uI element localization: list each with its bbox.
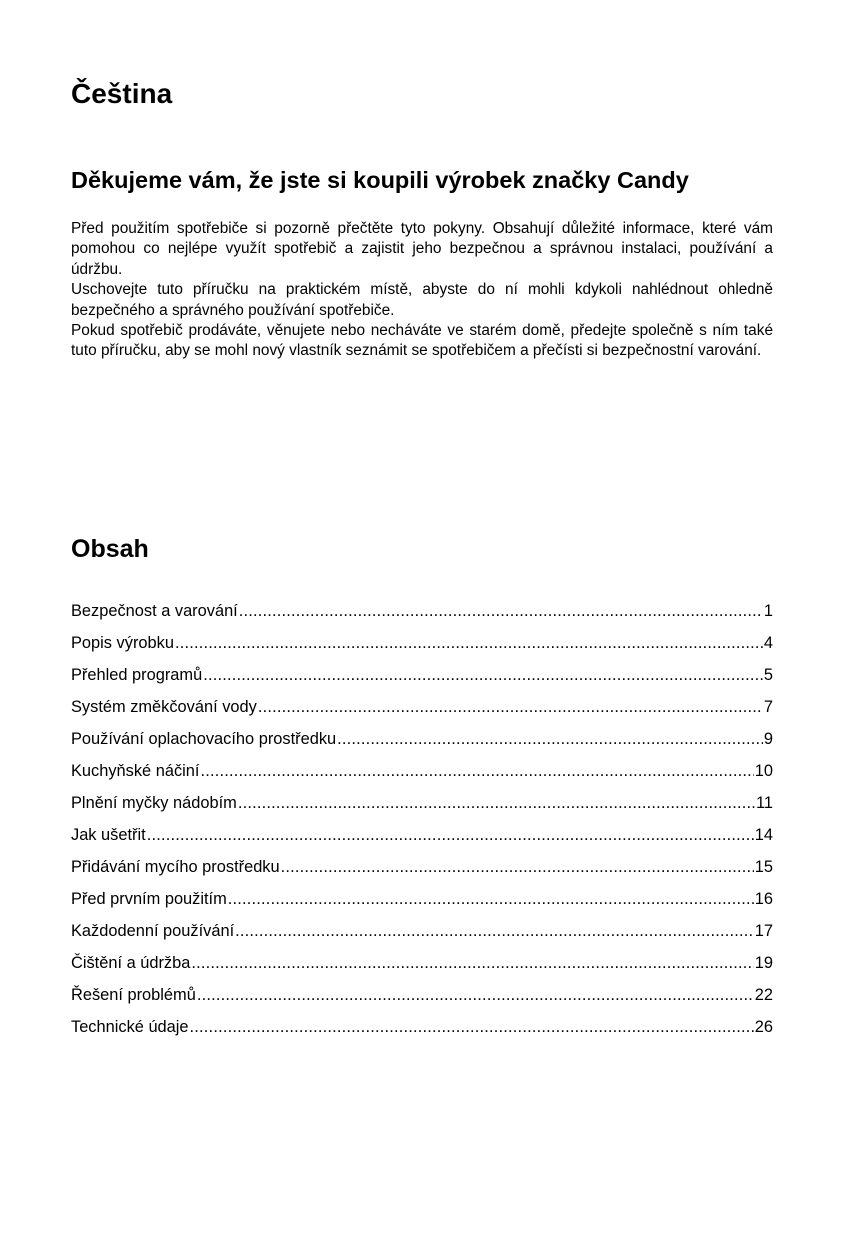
toc-dot-leader: [190, 1016, 754, 1038]
toc-entry[interactable]: [71, 824, 773, 856]
toc-entry-page: 15: [754, 858, 773, 876]
toc-entry-page: 17: [754, 922, 773, 940]
toc-entry-label: Přidávání mycího prostředku: [71, 858, 280, 876]
toc-dot-leader: [191, 952, 753, 974]
toc-entry[interactable]: [71, 984, 773, 1016]
toc-entry-label: Systém změkčování vody: [71, 698, 257, 716]
toc-entry-label: Každodenní používání: [71, 922, 235, 940]
language-title: Čeština: [71, 78, 173, 109]
toc-dot-leader: [258, 696, 763, 718]
toc-entry-page: 9: [763, 730, 773, 748]
toc-entry[interactable]: [71, 920, 773, 952]
toc-entry-page: 14: [754, 826, 773, 844]
toc-entry-label: Technické údaje: [71, 1018, 189, 1036]
toc-entry[interactable]: [71, 856, 773, 888]
toc-entry-page: 26: [754, 1018, 773, 1036]
toc-entry[interactable]: [71, 664, 773, 696]
toc-entry[interactable]: [71, 888, 773, 920]
toc-entry-page: 10: [754, 762, 773, 780]
toc-entry-label: Jak ušetřit: [71, 826, 146, 844]
toc-dot-leader: [337, 728, 763, 750]
table-of-contents: [71, 600, 773, 1048]
toc-entry[interactable]: [71, 600, 773, 632]
toc-dot-leader: [175, 632, 763, 654]
toc-entry-page: 16: [754, 890, 773, 908]
toc-entry[interactable]: [71, 632, 773, 664]
toc-dot-leader: [147, 824, 754, 846]
toc-title: Obsah: [71, 535, 149, 563]
toc-entry-page: 4: [763, 634, 773, 652]
toc-dot-leader: [235, 920, 754, 942]
toc-entry-page: 22: [754, 986, 773, 1004]
toc-entry-page: 5: [763, 666, 773, 684]
toc-dot-leader: [203, 664, 763, 686]
toc-dot-leader: [239, 600, 763, 622]
toc-entry[interactable]: [71, 696, 773, 728]
intro-paragraph: Uschovejte tuto příručku na praktickém místě, abyste do ní mohli kdykoli nahlédnout ohledně bezpečného a správného používání spotřebiče.: [71, 281, 773, 319]
toc-entry[interactable]: [71, 792, 773, 824]
toc-entry[interactable]: [71, 760, 773, 792]
intro-text: [71, 219, 773, 362]
toc-dot-leader: [281, 856, 754, 878]
toc-entry-page: 1: [763, 602, 773, 620]
toc-entry-label: Řešení problémů: [71, 986, 196, 1004]
toc-entry-label: Používání oplachovacího prostředku: [71, 730, 337, 748]
intro-paragraph: Před použitím spotřebiče si pozorně přečtěte tyto pokyny. Obsahují důležité informace, které vám pomohou co nejlépe využít spotřebič a zajistit jeho bezpečnou a správnou instalaci, používání a údržbu.: [71, 220, 773, 278]
toc-entry-label: Před prvním použitím: [71, 890, 227, 908]
toc-dot-leader: [238, 792, 755, 814]
toc-dot-leader: [200, 760, 753, 782]
toc-dot-leader: [197, 984, 754, 1006]
toc-entry-label: Přehled programů: [71, 666, 203, 684]
toc-entry[interactable]: [71, 1016, 773, 1048]
toc-dot-leader: [228, 888, 754, 910]
toc-entry-page: 11: [755, 794, 773, 812]
toc-entry-label: Čištění a údržba: [71, 954, 191, 972]
toc-entry-label: Plnění myčky nádobím: [71, 794, 237, 812]
toc-entry[interactable]: [71, 728, 773, 760]
thanks-heading: Děkujeme vám, že jste si koupili výrobek značky Candy: [71, 167, 689, 193]
toc-entry-page: 19: [754, 954, 773, 972]
toc-entry-label: Popis výrobku: [71, 634, 174, 652]
intro-paragraph: Pokud spotřebič prodáváte, věnujete nebo necháváte ve starém domě, předejte společně s ním také tuto příručku, aby se mohl nový vlastník seznámit se spotřebičem a přečísti si bezpečnostní varování.: [71, 322, 773, 360]
toc-entry-label: Kuchyňské náčiní: [71, 762, 200, 780]
toc-entry[interactable]: [71, 952, 773, 984]
toc-entry-label: Bezpečnost a varování: [71, 602, 238, 620]
toc-entry-page: 7: [763, 698, 773, 716]
